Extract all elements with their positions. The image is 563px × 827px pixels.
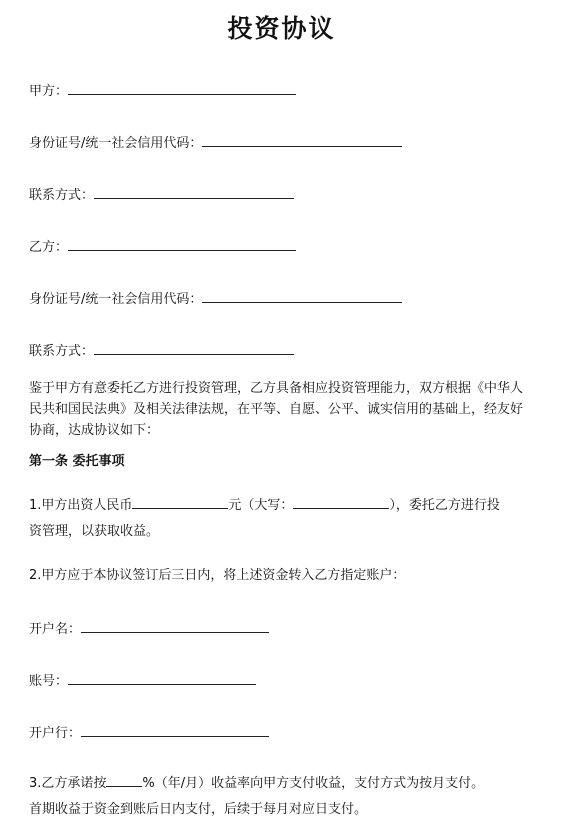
account-number-row	[29, 670, 256, 692]
amount-blank	[132, 494, 228, 509]
bank-blank	[81, 722, 269, 737]
party-a-contact-blank	[94, 184, 294, 199]
account-name-label: 开户名：	[29, 622, 82, 637]
preamble-paragraph: 鉴于甲方有意委托乙方进行投资管理，乙方具备相应投资管理能力，双方根据《中华人民共和国民法典》及相关法律法规，在平等、自愿、公平、诚实信用的基础上，经友好协商，达成协议如下：	[29, 381, 524, 438]
party-a-id-label: 身份证号/统一社会信用代码：	[29, 136, 203, 151]
clause-3-line-1	[29, 772, 484, 794]
party-a-row	[29, 80, 296, 102]
rate-blank	[106, 772, 142, 787]
party-b-contact-label: 联系方式：	[29, 344, 95, 359]
bank-row	[29, 722, 269, 744]
article-1-heading: 第一条 委托事项	[29, 454, 125, 469]
party-b-id-row	[29, 288, 402, 310]
party-a-contact-row	[29, 184, 294, 206]
party-b-row	[29, 236, 296, 258]
account-name-blank	[81, 618, 269, 633]
clause-1-line-2: 资管理，以获取收益。	[29, 524, 160, 539]
party-b-id-label: 身份证号/统一社会信用代码：	[29, 292, 203, 307]
bank-label: 开户行：	[29, 726, 82, 741]
clause-1-text-c: ），委托乙方进行投	[389, 498, 500, 513]
amount-words-blank	[293, 494, 389, 509]
clause-1-line-1	[29, 494, 500, 516]
document-title: 投资协议	[227, 14, 336, 43]
party-b-id-blank	[202, 288, 402, 303]
clause-3-text-b: %（年/月）收益率向甲方支付收益，支付方式为按月支付。	[142, 776, 485, 791]
clause-1-text-b: 元（大写：	[228, 498, 294, 513]
clause-3-line-2: 首期收益于资金到账后日内支付，后续于每月对应日支付。	[29, 802, 368, 817]
party-b-blank	[68, 236, 296, 251]
party-a-id-blank	[202, 132, 402, 147]
party-a-id-row	[29, 132, 402, 154]
clause-2: 2.甲方应于本协议签订后三日内，将上述资金转入乙方指定账户：	[29, 568, 406, 583]
party-a-contact-label: 联系方式：	[29, 188, 95, 203]
party-b-label: 乙方：	[29, 240, 69, 255]
clause-1-text-a: 1.甲方出资人民币	[29, 498, 133, 513]
clause-3-text-a: 3.乙方承诺按	[29, 776, 107, 791]
account-number-blank	[68, 670, 256, 685]
account-name-row	[29, 618, 269, 640]
party-b-contact-row	[29, 340, 294, 362]
account-number-label: 账号：	[29, 674, 69, 689]
party-b-contact-blank	[94, 340, 294, 355]
party-a-label: 甲方：	[29, 84, 69, 99]
party-a-blank	[68, 80, 296, 95]
